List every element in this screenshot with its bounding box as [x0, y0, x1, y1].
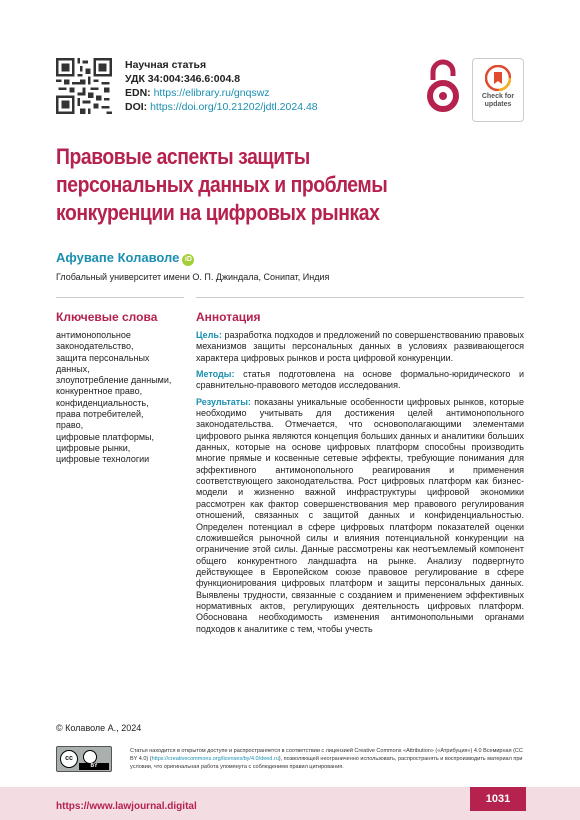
- page-number: 1031: [470, 787, 526, 811]
- abstract-results: [196, 397, 524, 635]
- check-for-updates-badge[interactable]: [472, 58, 524, 122]
- results-text: показаны уникальные особенности цифровых рынков, которые необходимо учитывать для достижения целей антимонопольного законодательства. Отмечается, что основополагающими элементами цифрового рынка являются концепция больших данных и аналитики больших данных, которые на основе цифровых платформ способны производить многие прямые и косвенные сетевые эффекты, требующие понимания для эффективного антимонопольного реагирования и применения соответствующего законодательства. Рост цифровых платформ как бизнес-модели и жизненно важной инфраструктуры цифровой экономики рассмотрен как фактор совершенствования мер правового регулирования отношений, связанных с защитой данных и конфиденциальностью. Определен потенциал в сфере цифровых платформ показателей оценки сложившейся рыночной силы и влияния потенциальной конкуренции на ограничение этой силы. Данные рассмотрены как неотъемлемый компонент общего конкурентного ландшафта на рынке. Анализу подвергнуто действующее в Европейском союзе правовое регулирование в сфере функционирования цифровых платформ и защиты персональных данных. Выявлены трудности, связанные с созданием и применением эффективных нормативных актов, регулирующих деятельность цифровых платформ. Обоснована необходимость изменения антимонопольными органами подходов к аналитике с тем, чтобы учесть: [196, 396, 524, 634]
- keyword-item: законодательство,: [56, 341, 134, 352]
- cc-by-license-icon[interactable]: [56, 746, 112, 772]
- keywords-heading: Ключевые слова: [56, 310, 158, 324]
- keyword-item: злоупотребление данными,: [56, 375, 172, 386]
- abstract-body: [196, 330, 524, 640]
- article-type: Научная статья: [125, 59, 207, 71]
- keyword-item: цифровые платформы,: [56, 431, 154, 442]
- license-text-after: ), позволяющей неограниченно использовать, распространять и воспроизводить материал при условии, что оригинальная работа упомянута с соблюдением правил цитирования.: [130, 756, 523, 770]
- results-label: Результаты:: [196, 396, 251, 407]
- edn-link[interactable]: https://elibrary.ru/gnqswz: [153, 87, 270, 99]
- divider-right: [196, 297, 524, 298]
- author-line: [56, 250, 194, 266]
- methods-label: Методы:: [196, 369, 235, 380]
- copyright-notice: © Колаволе А., 2024: [56, 723, 142, 733]
- keyword-item: цифровые рынки,: [56, 442, 131, 453]
- keyword-item: данных,: [56, 363, 90, 374]
- goal-label: Цель:: [196, 330, 222, 340]
- keyword-item: права потребителей,: [56, 409, 144, 420]
- edn-line: [125, 86, 318, 100]
- abstract-heading: Аннотация: [196, 310, 261, 324]
- journal-url[interactable]: https://www.lawjournal.digital: [56, 801, 197, 812]
- abstract-goal: [196, 330, 524, 364]
- abstract-methods: [196, 369, 524, 392]
- doi-link[interactable]: https://doi.org/10.21202/jdtl.2024.48: [150, 101, 318, 113]
- author-affiliation: Глобальный университет имени О. П. Джиндала, Сонипат, Индия: [56, 272, 330, 282]
- keyword-item: право,: [56, 420, 84, 431]
- methods-text: статья подготовлена на основе формально-юридического и сравнительно-правового методов исследования.: [196, 369, 524, 391]
- article-title: Правовые аспекты защиты персональных данных и проблемы конкуренции на цифровых рынках: [56, 144, 388, 225]
- person-icon: [83, 750, 97, 764]
- author-name: Афувапе Колаволе: [56, 250, 180, 265]
- article-meta: [125, 58, 318, 114]
- doi-line: [125, 100, 318, 114]
- divider-left: [56, 297, 184, 298]
- orcid-icon[interactable]: iD: [182, 254, 194, 266]
- qr-code: [56, 58, 112, 114]
- keyword-item: защита персональных: [56, 352, 150, 363]
- keyword-item: конфиденциальность,: [56, 397, 149, 408]
- license-text-before: Статья находится в открытом доступе и распространяется в соответствии с лицензией Creative Commons «Attribution» («Атрибуция») 4.0 Всемирная (CC BY 4.0) (: [130, 748, 523, 762]
- open-access-icon: [423, 58, 463, 116]
- license-text: [130, 747, 524, 771]
- keywords-list: [56, 330, 192, 466]
- keyword-item: цифровые технологии: [56, 454, 150, 465]
- edn-label: EDN:: [125, 87, 151, 99]
- cc-icon: cc: [60, 750, 78, 768]
- license-link[interactable]: https://creativecommons.org/licenses/by/4.0/deed.ru: [151, 756, 279, 762]
- by-label: BY: [79, 763, 109, 770]
- check-for-updates-line2: updates: [484, 101, 512, 108]
- check-for-updates-icon: [485, 65, 511, 91]
- doi-label: DOI:: [125, 101, 148, 113]
- udc-code: УДК 34:004:346.6:004.8: [125, 73, 241, 85]
- check-for-updates-line1: Check for: [481, 93, 515, 100]
- goal-text: разработка подходов и предложений по совершенствованию правовых механизмов защиты персональных данных в условиях развивающегося характера цифровых рынков и роста цифровой конкуренции.: [196, 330, 524, 363]
- keyword-item: конкурентное право,: [56, 386, 143, 397]
- keyword-item: антимонопольное: [56, 330, 131, 340]
